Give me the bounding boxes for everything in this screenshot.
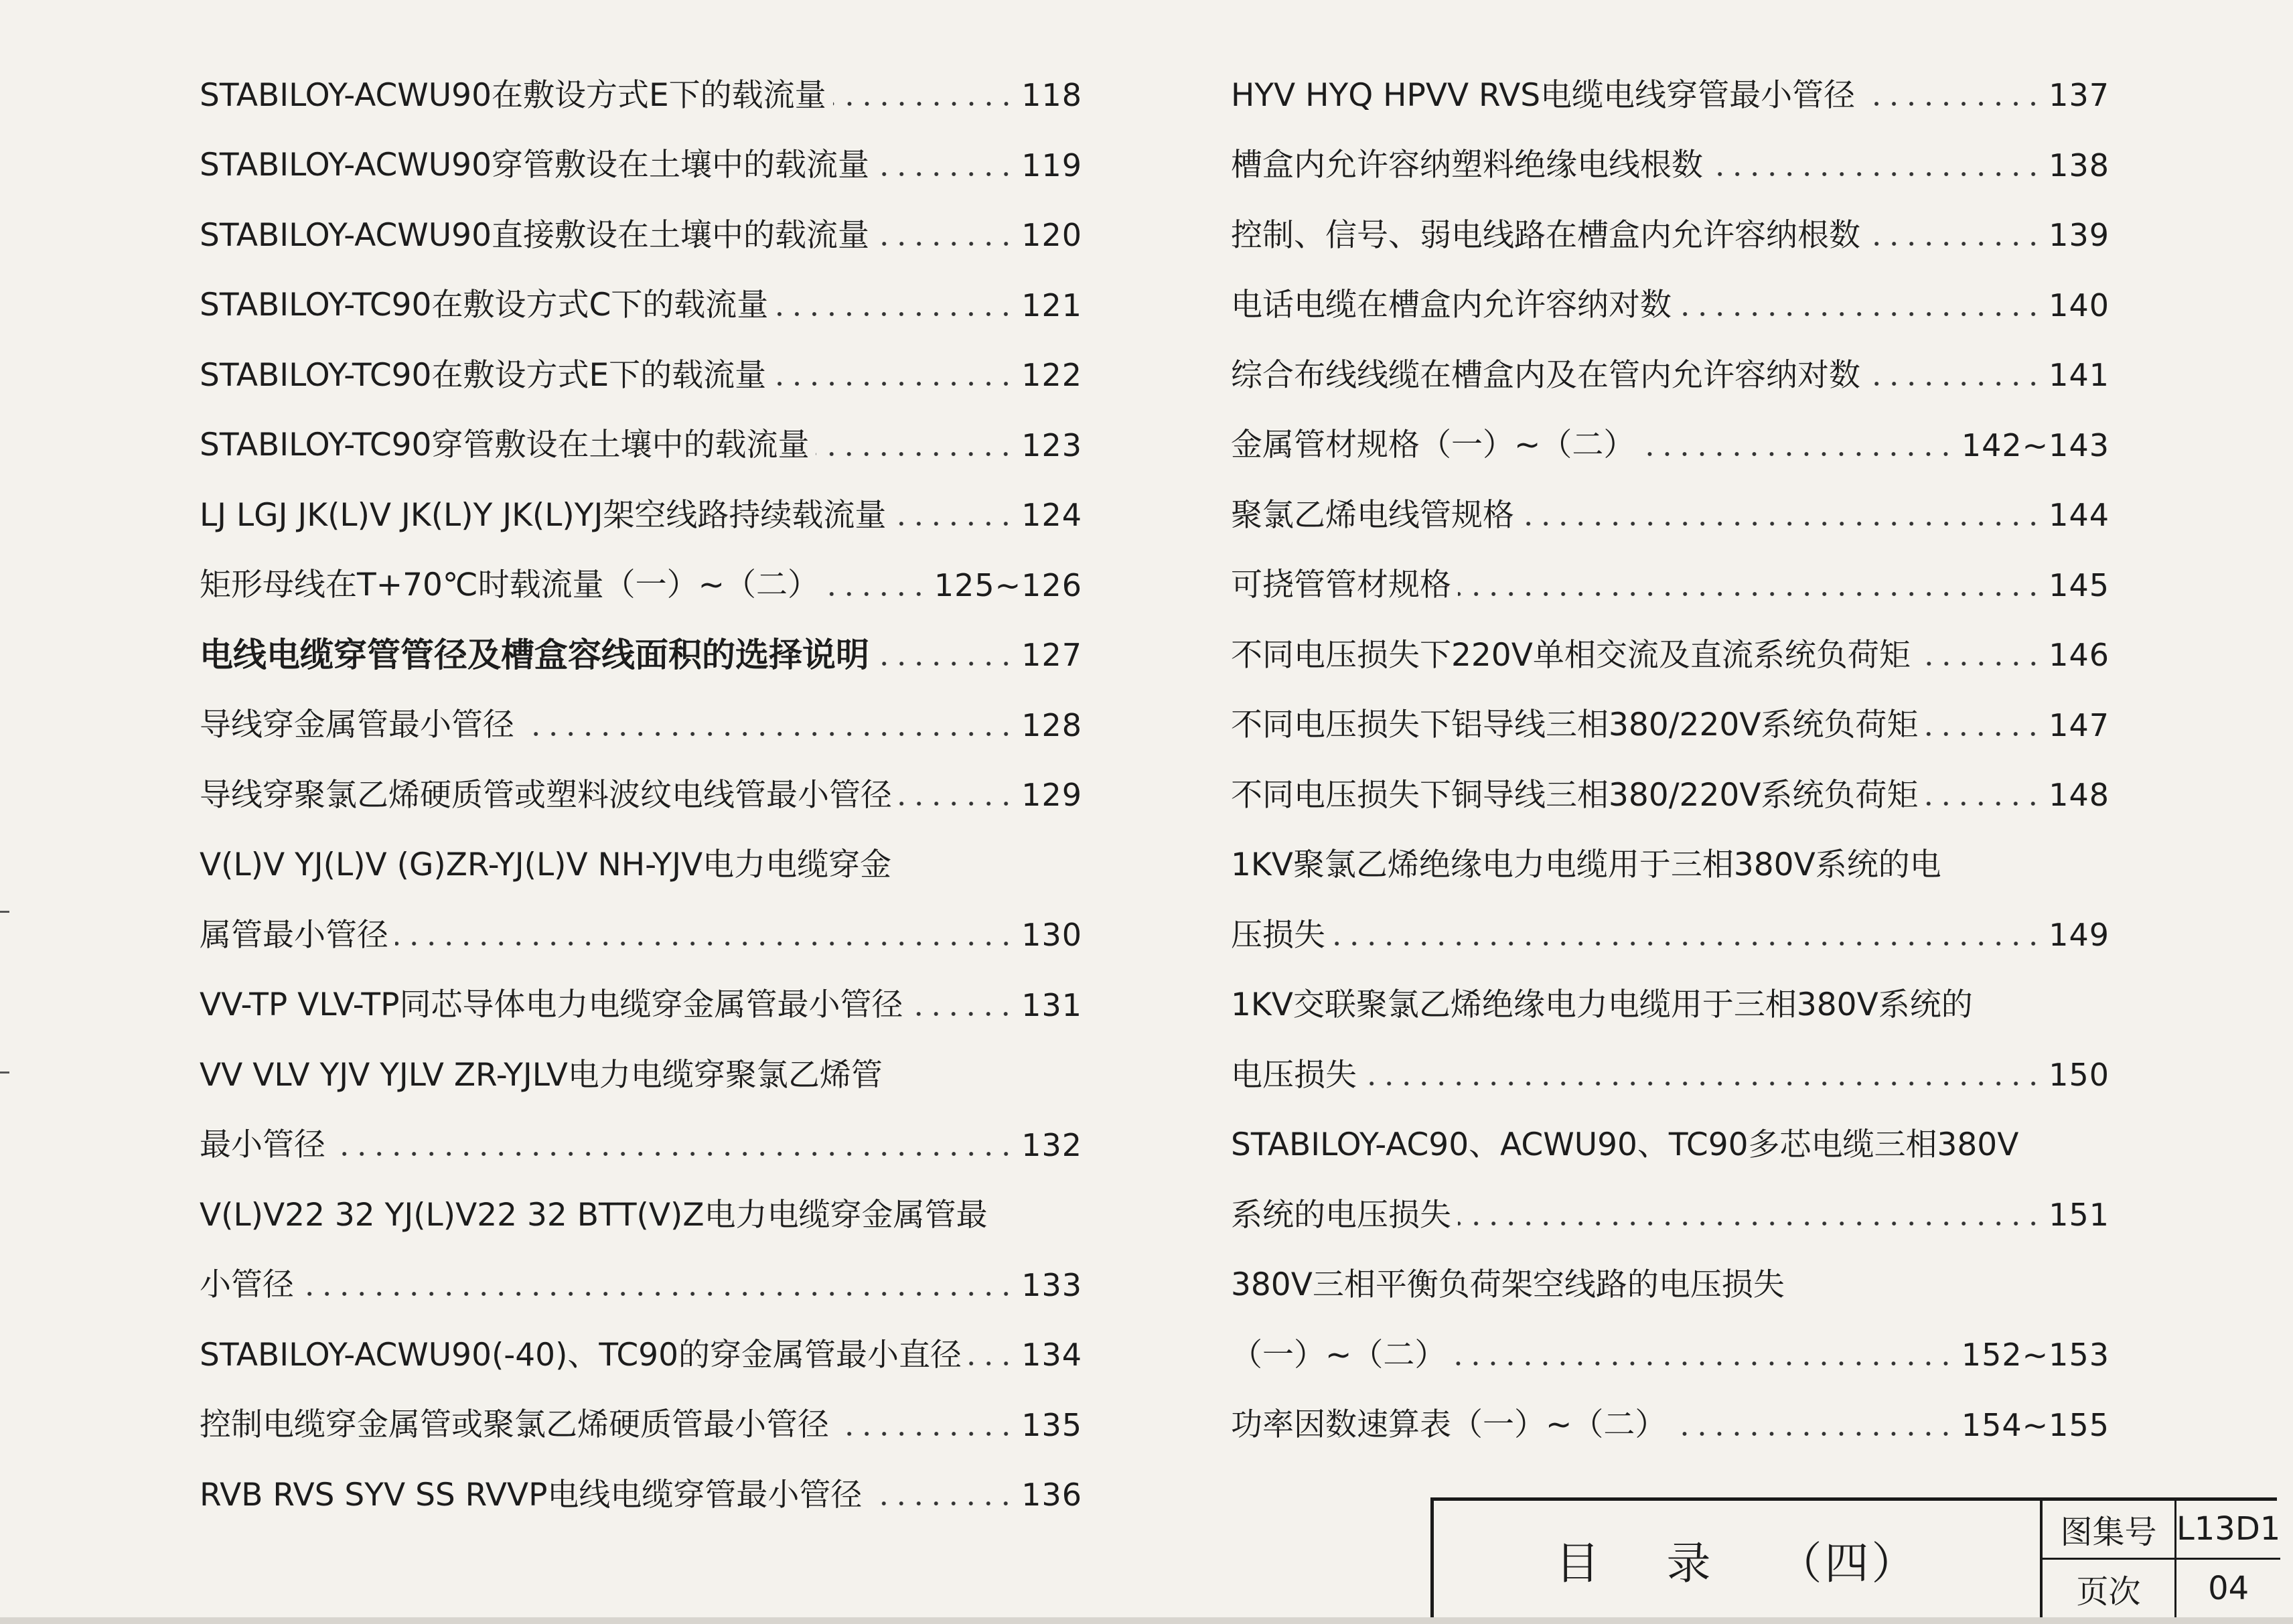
toc-entry	[200, 60, 1082, 131]
toc-entry	[1231, 1110, 2110, 1181]
toc-entry	[200, 340, 1082, 411]
title-part: （四）	[1777, 1538, 1919, 1589]
toc-entry-page: 146	[2049, 637, 2110, 674]
toc-entry-page: 127	[1021, 637, 1082, 674]
toc-entry-title: 可挠管管材规格	[1231, 567, 1451, 604]
dot-leader	[968, 1361, 1015, 1365]
toc-entry	[200, 900, 1082, 970]
toc-entry	[1231, 970, 2110, 1041]
toc-entry-title: HYV HYQ HPVV RVS电缆电线穿管最小管径	[1231, 76, 1856, 114]
toc-entry-title: STABILOY-ACWU90直接敷设在土壤中的载流量	[200, 216, 869, 254]
toc-entry	[200, 411, 1082, 481]
toc-entry-page: 147	[2049, 707, 2110, 743]
toc-entry-title: 1KV聚氯乙烯绝缘电力电缆用于三相380V系统的电	[1231, 846, 1941, 884]
toc-entry-title: STABILOY-ACWU90在敷设方式E下的载流量	[200, 76, 826, 114]
toc-entry-title: 电压损失	[1231, 1056, 1357, 1094]
toc-entry-title: 聚氯乙烯电线管规格	[1231, 496, 1514, 534]
toc-entry-page: 123	[1021, 427, 1082, 463]
toc-entry-title: 电话电缆在槽盒内允许容纳对数	[1231, 287, 1672, 324]
toc-entry-title: 导线穿金属管最小管径	[200, 707, 514, 744]
toc-entry-title: VV-TP VLV-TP同芯导体电力电缆穿金属管最小管径	[200, 986, 903, 1024]
toc-entry-title: （一）~（二）	[1231, 1336, 1447, 1374]
toc-entry	[1231, 411, 2110, 481]
toc-entry-title: STABILOY-TC90在敷设方式C下的载流量	[200, 287, 769, 324]
toc-entry-page: 121	[1021, 287, 1082, 323]
title-block-heading	[1434, 1501, 2043, 1618]
dot-leader	[1867, 382, 2042, 386]
dot-leader	[826, 592, 928, 596]
dot-leader	[876, 172, 1015, 176]
margin-mark	[0, 1072, 9, 1074]
toc-entry-title: VV VLV YJV YJLV ZR-YJLV电力电缆穿聚氯乙烯管	[200, 1056, 883, 1094]
toc-entry-page: 144	[2049, 497, 2110, 534]
toc-entry-page: 129	[1021, 777, 1082, 814]
toc-entry-page: 135	[1021, 1406, 1082, 1443]
toc-entry	[200, 1110, 1082, 1181]
toc-entry	[1231, 1320, 2110, 1390]
toc-entry	[200, 271, 1082, 341]
toc-entry-title: STABILOY-TC90穿管敷设在土壤中的载流量	[200, 427, 810, 464]
toc-entry-title: V(L)V22 32 YJ(L)V22 32 BTT(V)Z电力电缆穿金属管最	[200, 1196, 988, 1234]
toc-entry	[200, 620, 1082, 690]
toc-entry-page: 138	[2049, 147, 2110, 183]
dot-leader	[836, 1432, 1015, 1436]
toc-entry-title: V(L)V YJ(L)V (G)ZR-YJ(L)V NH-YJV电力电缆穿金	[200, 846, 892, 884]
toc-entry	[1231, 1250, 2110, 1321]
toc-entry	[1231, 60, 2110, 131]
page-edge	[0, 1617, 2293, 1624]
toc-entry	[1231, 900, 2110, 970]
toc-entry-page: 137	[2049, 77, 2110, 114]
toc-entry	[1231, 480, 2110, 550]
toc-entry-page: 133	[1021, 1266, 1082, 1303]
page-number-label: 页次	[2043, 1560, 2176, 1619]
toc-entry-page: 139	[2049, 217, 2110, 254]
dot-leader	[893, 522, 1015, 526]
toc-entry-page: 130	[1021, 917, 1082, 954]
dot-leader	[1925, 732, 2042, 736]
dot-leader	[1673, 1432, 1954, 1436]
toc-entry-title: STABILOY-ACWU90(-40)、TC90的穿金属管最小直径	[200, 1336, 962, 1374]
toc-right-column	[1231, 60, 2110, 1460]
atlas-number-value: L13D1	[2176, 1501, 2280, 1560]
toc-entry	[1231, 620, 2110, 690]
dot-leader	[876, 242, 1015, 246]
toc-entry	[200, 1320, 1082, 1390]
toc-entry	[1231, 131, 2110, 201]
dot-leader	[909, 1012, 1015, 1016]
dot-leader	[1521, 522, 2042, 526]
dot-leader	[1710, 172, 2042, 176]
toc-entry-title: 380V三相平衡负荷架空线路的电压损失	[1231, 1266, 1785, 1304]
toc-entry-title: 小管径	[200, 1266, 294, 1304]
toc-entry-title: 导线穿聚氯乙烯硬质管或塑料波纹电线管最小管径	[200, 776, 892, 814]
toc-entry-title: 不同电压损失下铜导线三相380/220V系统负荷矩	[1231, 776, 1919, 814]
toc-left-column	[200, 60, 1082, 1530]
toc-entry	[1231, 550, 2110, 621]
toc-entry	[1231, 1040, 2110, 1110]
toc-entry	[200, 131, 1082, 201]
toc-entry	[1231, 760, 2110, 830]
toc-entry-title: 最小管径	[200, 1126, 325, 1164]
dot-leader	[1363, 1082, 2042, 1086]
toc-entry-title: 槽盒内允许容纳塑料绝缘电线根数	[1231, 147, 1703, 184]
dot-leader	[899, 802, 1015, 806]
toc-entry-title: 不同电压损失下220V单相交流及直流系统负荷矩	[1231, 636, 1911, 674]
toc-entry	[200, 1390, 1082, 1461]
toc-entry-title: STABILOY-TC90在敷设方式E下的载流量	[200, 356, 767, 394]
toc-entry-title: 属管最小管径	[200, 916, 388, 954]
dot-leader	[521, 732, 1015, 736]
dot-leader	[1678, 312, 2042, 316]
toc-entry-page: 140	[2049, 287, 2110, 323]
toc-entry	[1231, 271, 2110, 341]
toc-entry	[1231, 690, 2110, 761]
toc-entry	[200, 550, 1082, 621]
toc-entry-page: 122	[1021, 357, 1082, 394]
atlas-number-label: 图集号	[2043, 1501, 2176, 1560]
toc-entry-page: 141	[2049, 357, 2110, 394]
toc-entry-title: STABILOY-AC90、ACWU90、TC90多芯电缆三相380V	[1231, 1126, 2019, 1164]
toc-entry	[1231, 1180, 2110, 1250]
toc-entry	[200, 830, 1082, 901]
toc-entry-page: 151	[2049, 1197, 2110, 1234]
dot-leader	[1867, 242, 2042, 246]
dot-leader	[1925, 802, 2042, 806]
toc-entry-page: 134	[1021, 1337, 1082, 1374]
dot-leader	[816, 452, 1015, 456]
toc-entry-title: 1KV交联聚氯乙烯绝缘电力电缆用于三相380V系统的	[1231, 986, 1973, 1024]
dot-leader	[332, 1152, 1015, 1156]
toc-entry	[200, 1250, 1082, 1321]
dot-leader	[395, 942, 1015, 946]
toc-entry-title: 电线电缆穿管管径及槽盒容线面积的选择说明	[200, 636, 869, 675]
toc-entry	[1231, 830, 2110, 901]
toc-entry-title: 控制电缆穿金属管或聚氯乙烯硬质管最小管径	[200, 1406, 829, 1444]
dot-leader	[775, 312, 1015, 316]
toc-entry-title: 综合布线线缆在槽盒内及在管内允许容纳对数	[1231, 356, 1860, 394]
dot-leader	[1458, 1222, 2042, 1226]
toc-entry-title: 金属管材规格（一）~（二）	[1231, 427, 1635, 464]
dot-leader	[1641, 452, 1954, 456]
toc-entry-page: 119	[1021, 147, 1082, 183]
dot-leader	[1453, 1361, 1954, 1365]
toc-entry	[200, 1040, 1082, 1110]
toc-entry	[1231, 1390, 2110, 1461]
toc-entry-page: 132	[1021, 1126, 1082, 1163]
dot-leader	[869, 1501, 1015, 1505]
page-number-value: 04	[2208, 1570, 2249, 1608]
toc-entry	[200, 760, 1082, 830]
toc-entry	[200, 1460, 1082, 1530]
title-part: 目	[1555, 1538, 1603, 1589]
toc-entry-page: 148	[2049, 777, 2110, 814]
toc-entry-title: RVB RVS SYV SS RVVP电线电缆穿管最小管径	[200, 1476, 863, 1514]
toc-entry	[200, 970, 1082, 1041]
dot-leader	[876, 662, 1015, 666]
toc-entry-title: 不同电压损失下铝导线三相380/220V系统负荷矩	[1231, 707, 1919, 744]
toc-entry	[200, 690, 1082, 761]
dot-leader	[1862, 102, 2042, 106]
dot-leader	[1917, 662, 2042, 666]
toc-entry-title: 功率因数速算表（一）~（二）	[1231, 1406, 1667, 1444]
toc-entry	[200, 1180, 1082, 1250]
toc-entry-title: LJ LGJ JK(L)V JK(L)Y JK(L)YJ架空线路持续载流量	[200, 496, 887, 534]
title-block	[1430, 1497, 2281, 1618]
toc-entry-page: 124	[1021, 497, 1082, 534]
toc-entry-page: 118	[1021, 77, 1082, 114]
toc-entry-title: 压损失	[1231, 916, 1325, 954]
toc-entry-title: STABILOY-ACWU90穿管敷设在土壤中的载流量	[200, 147, 869, 184]
dot-leader	[833, 102, 1015, 106]
title-part: 录	[1666, 1538, 1714, 1589]
title-block-grid	[2043, 1501, 2280, 1618]
dot-leader	[1332, 942, 2042, 946]
toc-entry-page: 154~155	[1961, 1406, 2110, 1443]
dot-leader	[301, 1292, 1015, 1296]
toc-entry-page: 131	[1021, 986, 1082, 1023]
dot-leader	[1458, 592, 2042, 596]
toc-entry-title: 控制、信号、弱电线路在槽盒内允许容纳根数	[1231, 216, 1860, 254]
toc-entry-page: 149	[2049, 917, 2110, 954]
toc-entry-page: 150	[2049, 1057, 2110, 1094]
toc-entry-page: 125~126	[934, 567, 1082, 603]
toc-entry-page: 136	[1021, 1477, 1082, 1514]
toc-entry-page: 145	[2049, 567, 2110, 603]
toc-entry	[1231, 340, 2110, 411]
margin-mark	[0, 911, 9, 913]
toc-entry-title: 系统的电压损失	[1231, 1196, 1451, 1234]
toc-entry	[200, 200, 1082, 271]
toc-entry-page: 142~143	[1961, 427, 2110, 463]
toc-entry-page: 152~153	[1961, 1337, 2110, 1374]
dot-leader	[773, 382, 1015, 386]
toc-entry-title: 矩形母线在T+70℃时载流量（一）~（二）	[200, 567, 820, 604]
toc-entry-page: 120	[1021, 217, 1082, 254]
toc-entry-page: 128	[1021, 707, 1082, 743]
toc-entry	[1231, 200, 2110, 271]
toc-entry	[200, 480, 1082, 550]
